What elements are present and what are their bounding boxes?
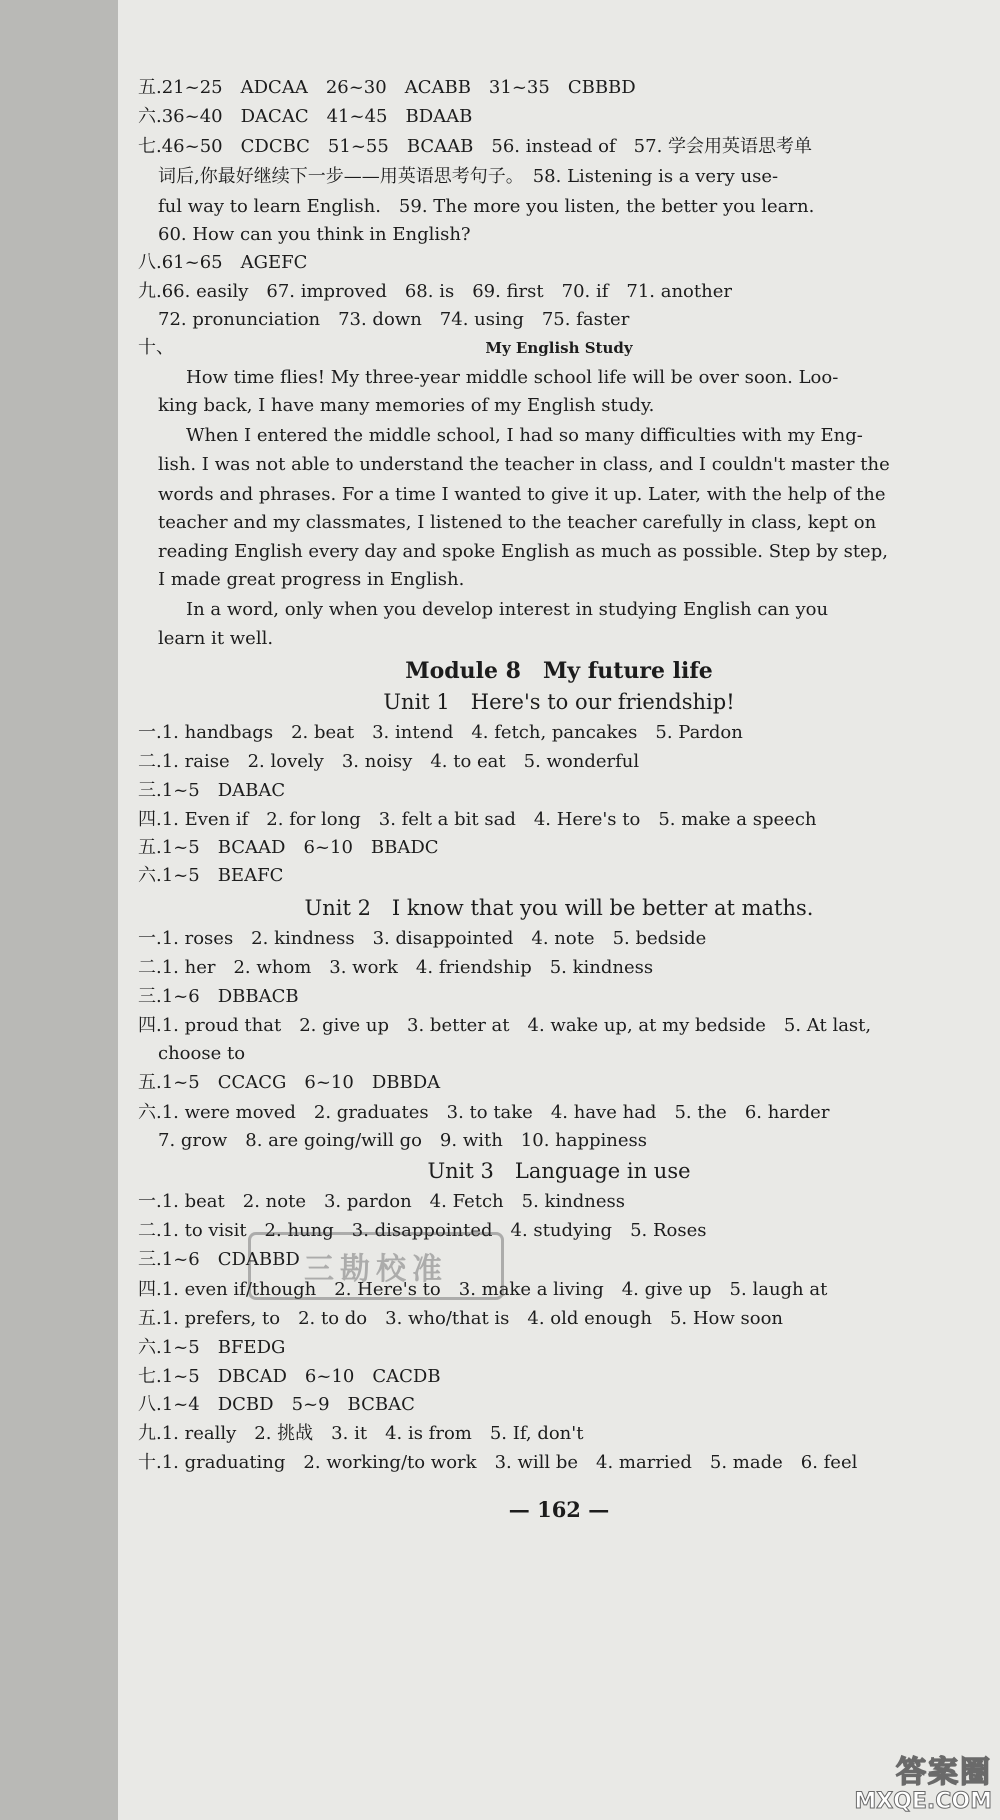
answer-line: 四.1. proud that 2. give up 3. better at 4. wake up, at my bedside 5. At last, xyxy=(138,1015,872,1036)
answer-line: 六.36~40 DACAC 41~45 BDAAB xyxy=(138,106,473,127)
answer-line: 三.1~6 DBBACB xyxy=(138,986,299,1007)
essay-title: My English Study xyxy=(485,339,633,357)
answer-line: 一.1. roses 2. kindness 3. disappointed 4. note 5. bedside xyxy=(138,928,707,949)
answer-line: 词后,你最好继续下一步——用英语思考句子。 58. Listening is a very use- xyxy=(158,166,779,187)
answer-line: 五.21~25 ADCAA 26~30 ACABB 31~35 CBBBD xyxy=(138,77,636,98)
essay-line: king back, I have many memories of my English study. xyxy=(158,395,655,416)
answer-line: 八.1~4 DCBD 5~9 BCBAC xyxy=(138,1394,415,1415)
answer-line: 三.1~5 DABAC xyxy=(138,780,286,801)
answer-line: 二.1. her 2. whom 3. work 4. friendship 5. kindness xyxy=(138,957,654,978)
unit-title: Unit 3 Language in use xyxy=(427,1159,691,1183)
site-logo xyxy=(822,1746,992,1814)
answer-line: 六.1~5 BFEDG xyxy=(138,1337,286,1358)
unit-title: Unit 1 Here's to our friendship! xyxy=(383,690,735,714)
answer-line: 三.1~6 CDABBD xyxy=(138,1249,300,1270)
essay-line: learn it well. xyxy=(158,628,274,649)
logo-text: 答案圈 xyxy=(896,1755,992,1790)
answer-line: 四.1. Even if 2. for long 3. felt a bit sad 4. Here's to 5. make a speech xyxy=(138,809,817,830)
answer-line: 九.66. easily 67. improved 68. is 69. first 70. if 71. another xyxy=(138,281,732,302)
essay-line: I made great progress in English. xyxy=(158,569,465,590)
module-title: Module 8 My future life xyxy=(405,658,713,684)
essay-line: When I entered the middle school, I had so many difficulties with my Eng- xyxy=(186,425,863,446)
answer-line: 一.1. handbags 2. beat 3. intend 4. fetch, pancakes 5. Pardon xyxy=(138,722,743,743)
answer-line: 六.1~5 BEAFC xyxy=(138,865,284,886)
answer-line: 五.1~5 BCAAD 6~10 BBADC xyxy=(138,837,439,858)
answer-line: 七.46~50 CDCBC 51~55 BCAAB 56. instead of 57. 学会用英语思考单 xyxy=(138,136,813,157)
answer-line: 五.1. prefers, to 2. to do 3. who/that is 4. old enough 5. How soon xyxy=(138,1308,784,1329)
essay-line: teacher and my classmates, I listened to the teacher carefully in class, kept on xyxy=(158,512,877,533)
answer-line: ful way to learn English. 59. The more you listen, the better you learn. xyxy=(158,196,815,217)
answer-line: 十.1. graduating 2. working/to work 3. will be 4. married 5. made 6. feel xyxy=(138,1452,858,1473)
answer-line: 二.1. raise 2. lovely 3. noisy 4. to eat 5. wonderful xyxy=(138,751,640,772)
essay-line: How time flies! My three-year middle school life will be over soon. Loo- xyxy=(186,367,839,388)
answer-line: 7. grow 8. are going/will go 9. with 10. happiness xyxy=(158,1130,648,1151)
answer-line: 60. How can you think in English? xyxy=(158,224,471,245)
unit-title: Unit 2 I know that you will be better at maths. xyxy=(304,896,814,920)
answer-content xyxy=(118,0,1000,1820)
answer-line: choose to xyxy=(158,1043,246,1064)
answer-line: 72. pronunciation 73. down 74. using 75. faster xyxy=(158,309,630,330)
logo-url: MXQE.COM xyxy=(854,1789,992,1814)
answer-line: 一.1. beat 2. note 3. pardon 4. Fetch 5. kindness xyxy=(138,1191,626,1212)
essay-line: words and phrases. For a time I wanted to give it up. Later, with the help of the xyxy=(158,484,886,505)
answer-line: 六.1. were moved 2. graduates 3. to take 4. have had 5. the 6. harder xyxy=(138,1102,830,1123)
answer-line: 九.1. really 2. 挑战 3. it 4. is from 5. If, don't xyxy=(138,1423,584,1444)
essay-line: In a word, only when you develop interest in studying English can you xyxy=(186,599,829,620)
stamp-watermark: 三勘校准 xyxy=(248,1232,504,1300)
essay-line: reading English every day and spoke English as much as possible. Step by step, xyxy=(158,541,888,562)
answer-line: 七.1~5 DBCAD 6~10 CACDB xyxy=(138,1366,441,1387)
essay-line: lish. I was not able to understand the teacher in class, and I couldn't master the xyxy=(158,454,890,475)
page-number: — 162 — xyxy=(508,1497,610,1522)
section-label: 十、 xyxy=(138,337,174,358)
answer-line: 五.1~5 CCACG 6~10 DBBDA xyxy=(138,1072,441,1093)
answer-page xyxy=(118,0,1000,1820)
answer-line: 八.61~65 AGEFC xyxy=(138,252,308,273)
answer-line: 四.1. even if/though 2. Here's to 3. make a living 4. give up 5. laugh at xyxy=(138,1279,828,1300)
answer-line: 二.1. to visit 2. hung 3. disappointed 4. studying 5. Roses xyxy=(138,1220,707,1241)
